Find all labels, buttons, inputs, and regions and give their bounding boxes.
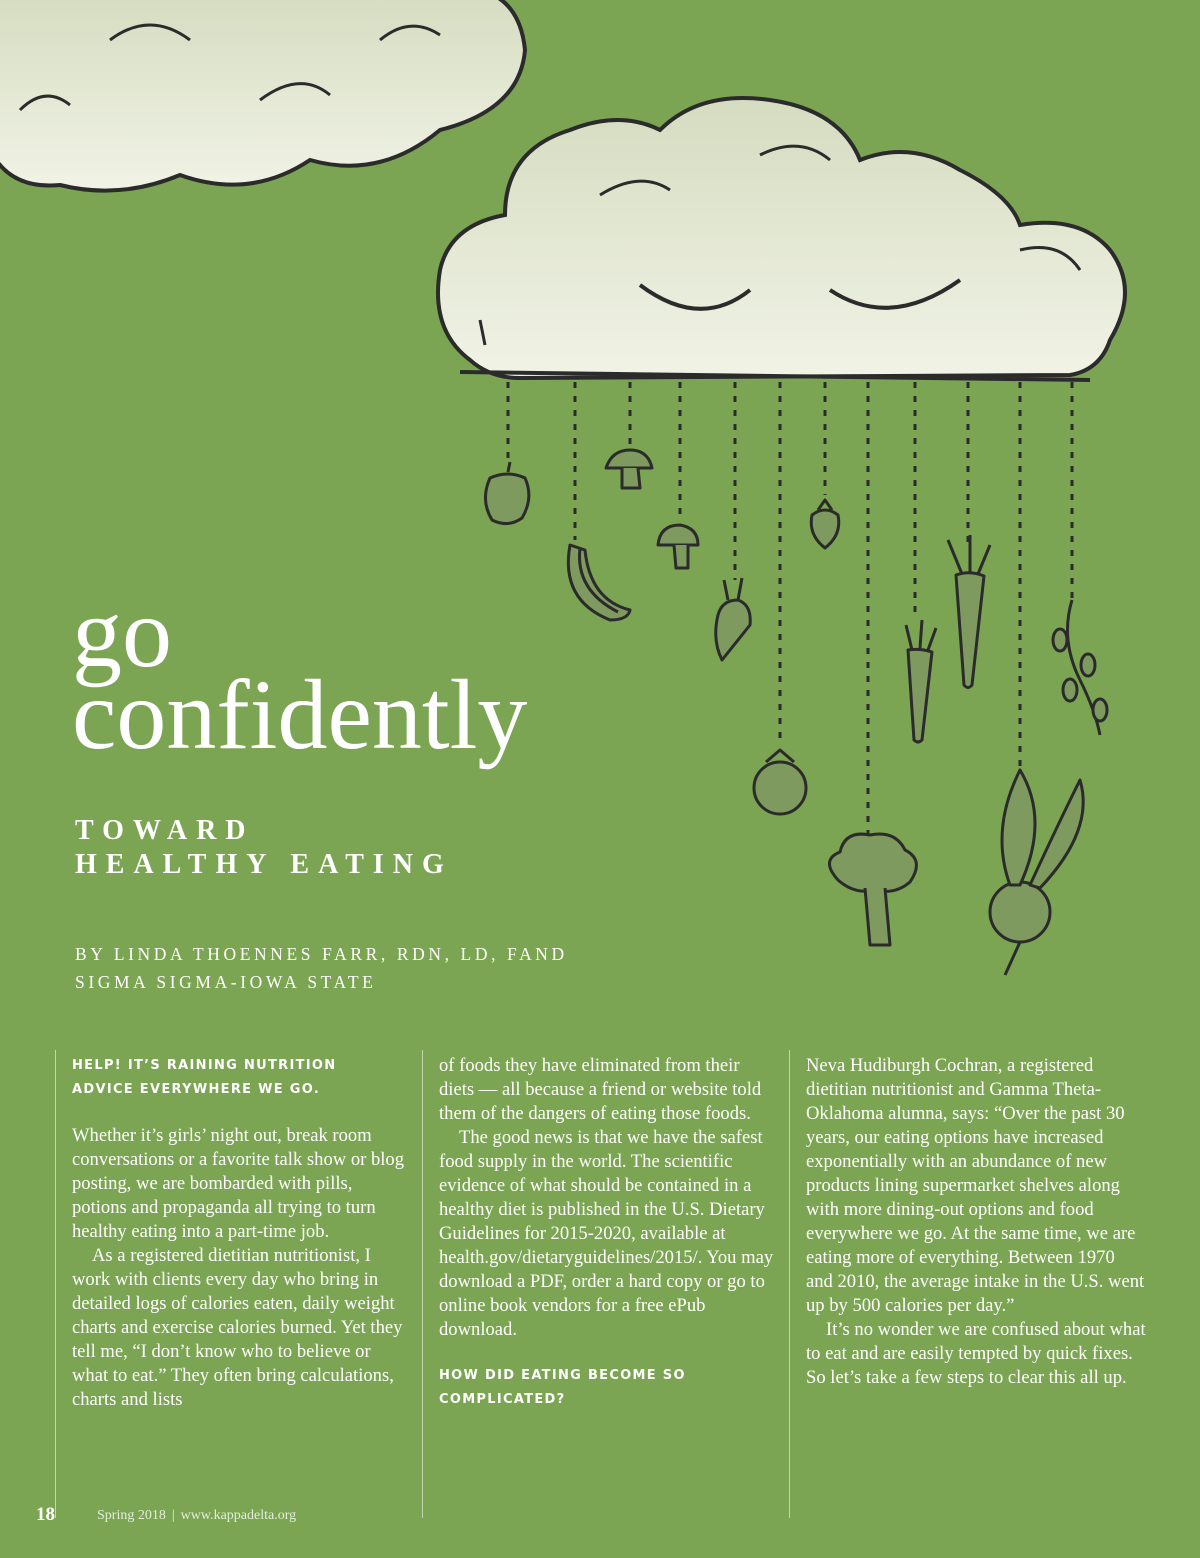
paragraph: Neva Hudiburgh Cochran, a registered dietitian nutritionist and Gamma Theta-Oklahoma alumna, says: “Over the past 30 years, our eating options have increased exponentially with an abundance of new products lining supermarket shelves along with more dining-out options and food everywhere we go. At the same time, we are eating more of everything. Between 1970 and 2010, the average intake in the U.S. went up by 500 calories per day.” [806, 1055, 1145, 1316]
paragraph: As a registered dietitian nutritionist, I work with clients every day who bring in detailed logs of calories eaten, daily weight charts and exercise calories burned. Yet they tell me, “I don’t know who to believe or what to eat.” They often bring calculations, charts and lists [72, 1245, 403, 1410]
article-column-1 [72, 1054, 407, 1412]
page-number: 18 [36, 1504, 55, 1525]
carrot-icon [948, 535, 990, 688]
byline [75, 940, 568, 996]
paragraph: of foods they have eliminated from their diets — all because a friend or website told them of the dangers of eating those foods. [439, 1055, 762, 1124]
pepper-icon [485, 462, 528, 524]
rain-cloud-icon [438, 98, 1125, 380]
column-divider [789, 1050, 790, 1518]
beet-icon [716, 578, 751, 660]
article-column-2 [439, 1054, 779, 1412]
issue-date: Spring 2018 [97, 1508, 166, 1523]
website-link[interactable]: www.kappadelta.org [180, 1508, 297, 1523]
footer-separator: | [171, 1508, 175, 1523]
strawberry-icon [811, 500, 839, 548]
column-divider [422, 1050, 423, 1518]
carrot-icon [906, 620, 936, 742]
section-kicker: HOW DID EATING BECOME SO COMPLICATED? [439, 1368, 686, 1407]
pea-vine-icon [1053, 600, 1107, 735]
article-column-3 [806, 1054, 1146, 1390]
subheadline-line-2: HEALTHY EATING [75, 849, 453, 880]
small-cloud-icon [0, 0, 525, 191]
section-kicker: HELP! IT’S RAINING NUTRITION ADVICE EVERYWHERE WE GO. [72, 1058, 337, 1097]
footer-info [97, 1508, 296, 1524]
subheadline-line-1: TOWARD [75, 815, 255, 846]
banana-icon [568, 545, 630, 620]
mushroom-icon [606, 450, 652, 488]
subheadline [75, 814, 453, 882]
paragraph: The good news is that we have the safest food supply in the world. The scientific evidence of what should be contained in a healthy diet is published in the U.S. Dietary Guidelines for 2015-2020, available at health.gov/dietaryguidelines/2015/. You may download a PDF, order a hard copy or go to online book vendors for a free ePub download. [439, 1127, 774, 1340]
headline-line-1: go [72, 577, 172, 688]
headline [72, 577, 528, 770]
byline-affiliation: SIGMA SIGMA-IOWA STATE [75, 972, 377, 992]
broccoli-icon [829, 834, 916, 945]
tomato-icon [754, 750, 806, 814]
column-divider [55, 1050, 56, 1518]
headline-line-2: confidently [72, 659, 528, 770]
paragraph: Whether it’s girls’ night out, break room conversations or a favorite talk show or blog posting, we are bombarded with pills, potions and propaganda all trying to turn healthy eating into a part-time job. [72, 1125, 405, 1242]
radish-icon [990, 770, 1083, 975]
mushroom-icon [658, 525, 698, 568]
paragraph: It’s no wonder we are confused about what to eat and are easily tempted by quick fixes. So let’s take a few steps to clear this all up. [806, 1319, 1146, 1388]
byline-author: BY LINDA THOENNES FARR, RDN, LD, FAND [75, 944, 568, 964]
